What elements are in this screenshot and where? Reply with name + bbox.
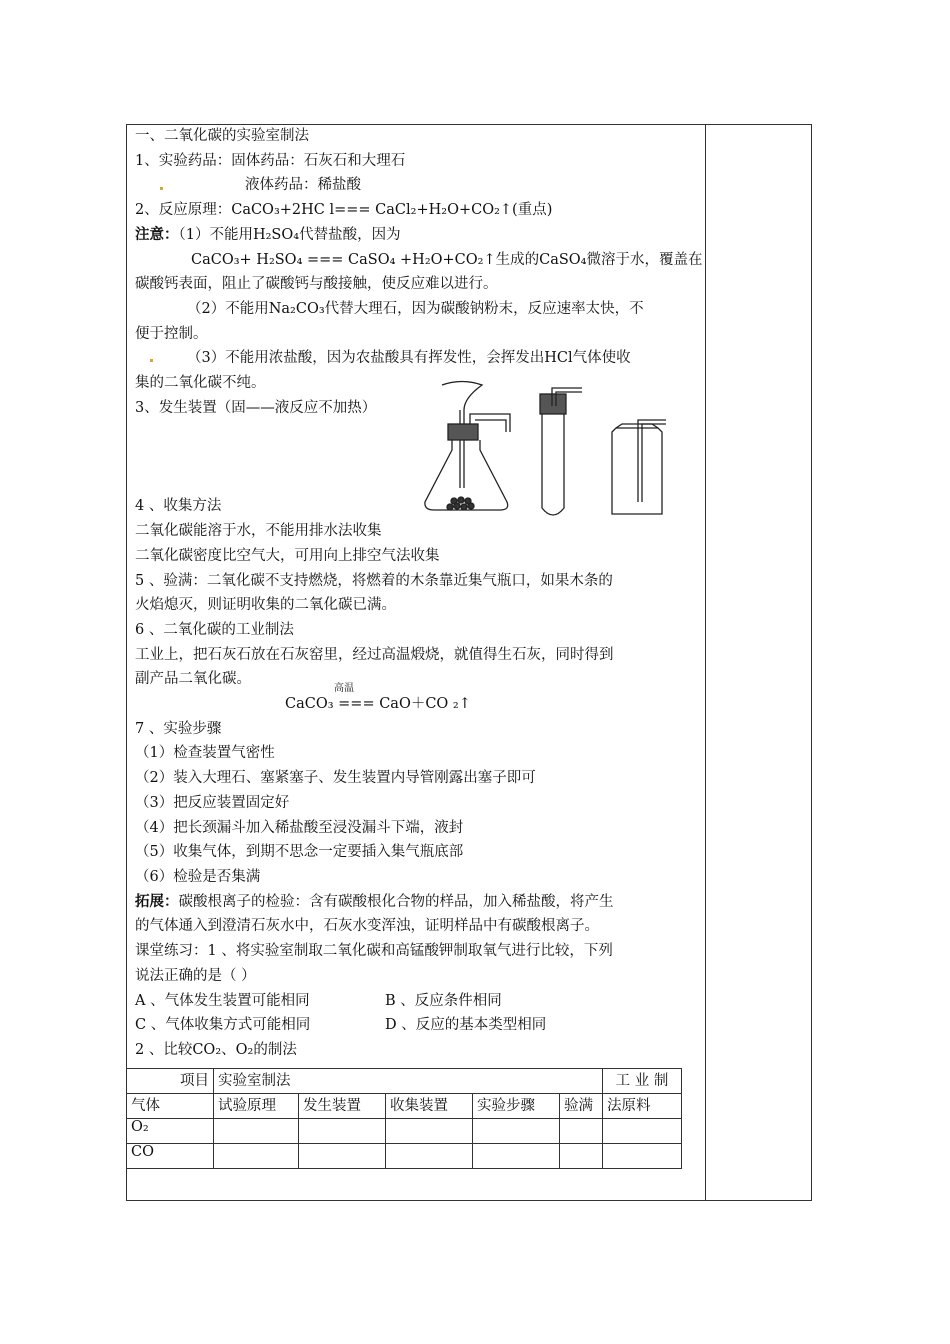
table-cell <box>299 1144 386 1169</box>
corner-top: 项目 <box>127 1069 214 1094</box>
row-label: O₂ <box>127 1119 214 1144</box>
drugs-liquid: 液体药品：稀盐酸 <box>245 177 361 194</box>
check: 5 、验满：二氧化碳不支持燃烧，将燃着的木条靠近集气瓶口，如果木条的 <box>135 572 613 589</box>
exercise-1-cont: 说法正确的是（ ） <box>135 967 256 984</box>
option-b: B 、反应条件相同 <box>385 992 502 1009</box>
steps-title: 7 、实验步骤 <box>135 720 222 737</box>
table-cell <box>473 1144 560 1169</box>
note-label: 注意： <box>135 225 179 243</box>
note2: （2）不能用Na₂CO₃代替大理石，因为碳酸钠粉末，反应速率太快，不 <box>187 300 644 317</box>
col-header: 实验步骤 <box>473 1094 560 1119</box>
note1: （1）不能用H₂SO₄代替盐酸，因为 <box>178 226 401 243</box>
marker-dot <box>150 359 153 362</box>
industry-2: 副产品二氧化碳。 <box>135 671 251 688</box>
step-item: （2）装入大理石、塞紧塞子、发生装置内导管刚露出塞子即可 <box>135 770 536 787</box>
row-label: CO <box>127 1144 214 1169</box>
industry-header-bottom: 法原料 <box>603 1094 682 1119</box>
document-body <box>135 124 703 1063</box>
condition-label: 高温 <box>334 683 354 694</box>
comparison-table <box>126 1068 682 1169</box>
apparatus-diagram <box>420 380 710 525</box>
exercise-2: 2 、比较CO₂、O₂的制法 <box>135 1041 297 1058</box>
table-cell <box>214 1144 299 1169</box>
note3: （3）不能用浓盐酸，因为农盐酸具有挥发性，会挥发出HCl气体使收 <box>187 350 631 367</box>
table-cell <box>473 1119 560 1144</box>
apparatus-title: 3、发生装置（固——液反应不加热） <box>135 399 377 416</box>
note2-cont: 便于控制。 <box>135 325 208 342</box>
industry-header-top: 工 业 制 <box>603 1069 682 1094</box>
collect-2: 二氧化碳密度比空气大，可用向上排空气法收集 <box>135 547 440 564</box>
col-header: 发生装置 <box>299 1094 386 1119</box>
exercise-1: 课堂练习：1 、将实验室制取二氧化碳和高锰酸钾制取氧气进行比较，下列 <box>135 943 613 960</box>
option-a: A 、气体发生装置可能相同 <box>135 992 310 1009</box>
principle: 2、反应原理：CaCO₃+2HC l=== CaCl₂+H₂O+CO₂↑(重点) <box>135 202 553 219</box>
extend-label: 拓展： <box>135 892 179 910</box>
check-cont: 火焰熄灭，则证明收集的二氧化碳已满。 <box>135 597 396 614</box>
table-cell <box>603 1119 682 1144</box>
note1-cont: 碳酸钙表面，阻止了碳酸钙与酸接触，使反应难以进行。 <box>135 276 498 293</box>
note1-equation: CaCO₃+ H₂SO₄ === CaSO₄ +H₂O+CO₂↑生成的CaSO₄微溶于水，覆盖在 <box>191 251 703 268</box>
industry-equation: CaCO₃ === CaO＋CO ₂↑ <box>285 696 471 713</box>
option-d: D 、反应的基本类型相同 <box>385 1017 547 1034</box>
lab-header: 实验室制法 <box>214 1069 603 1094</box>
industry-title: 6 、二氧化碳的工业制法 <box>135 621 294 638</box>
marker-dot <box>160 187 163 190</box>
section-title: 一、二氧化碳的实验室制法 <box>135 128 309 144</box>
table-cell <box>560 1144 603 1169</box>
collect-1: 二氧化碳能溶于水，不能用排水法收集 <box>135 523 382 540</box>
table-cell <box>386 1119 473 1144</box>
collect-title: 4 、收集方法 <box>135 498 222 515</box>
corner-bottom: 气体 <box>127 1094 214 1119</box>
column-divider <box>705 124 706 1201</box>
table-cell <box>603 1144 682 1169</box>
step-item: （4）把长颈漏斗加入稀盐酸至浸没漏斗下端，液封 <box>135 819 464 836</box>
option-c: C 、气体收集方式可能相同 <box>135 1017 311 1034</box>
step-item: （6）检验是否集满 <box>135 868 261 885</box>
extend-1: 碳酸根离子的检验：含有碳酸根化合物的样品，加入稀盐酸，将产生 <box>178 893 614 910</box>
note3-cont: 集的二氧化碳不纯。 <box>135 375 266 392</box>
table-cell <box>560 1119 603 1144</box>
table-cell <box>299 1119 386 1144</box>
col-header: 验满 <box>560 1094 603 1119</box>
table-cell <box>386 1144 473 1169</box>
col-header: 收集装置 <box>386 1094 473 1119</box>
industry-1: 工业上，把石灰石放在石灰窑里，经过高温煅烧，就值得生石灰，同时得到 <box>135 646 614 663</box>
step-item: （3）把反应装置固定好 <box>135 794 290 811</box>
step-item: （1）检查装置气密性 <box>135 745 275 762</box>
step-item: （5）收集气体，到期不思念一定要插入集气瓶底部 <box>135 844 464 861</box>
table-cell <box>214 1119 299 1144</box>
extend-2: 的气体通入到澄清石灰水中，石灰水变浑浊，证明样品中有碳酸根离子。 <box>135 918 599 935</box>
col-header: 试验原理 <box>214 1094 299 1119</box>
drugs-solid: 1、实验药品：固体药品：石灰石和大理石 <box>135 152 406 169</box>
